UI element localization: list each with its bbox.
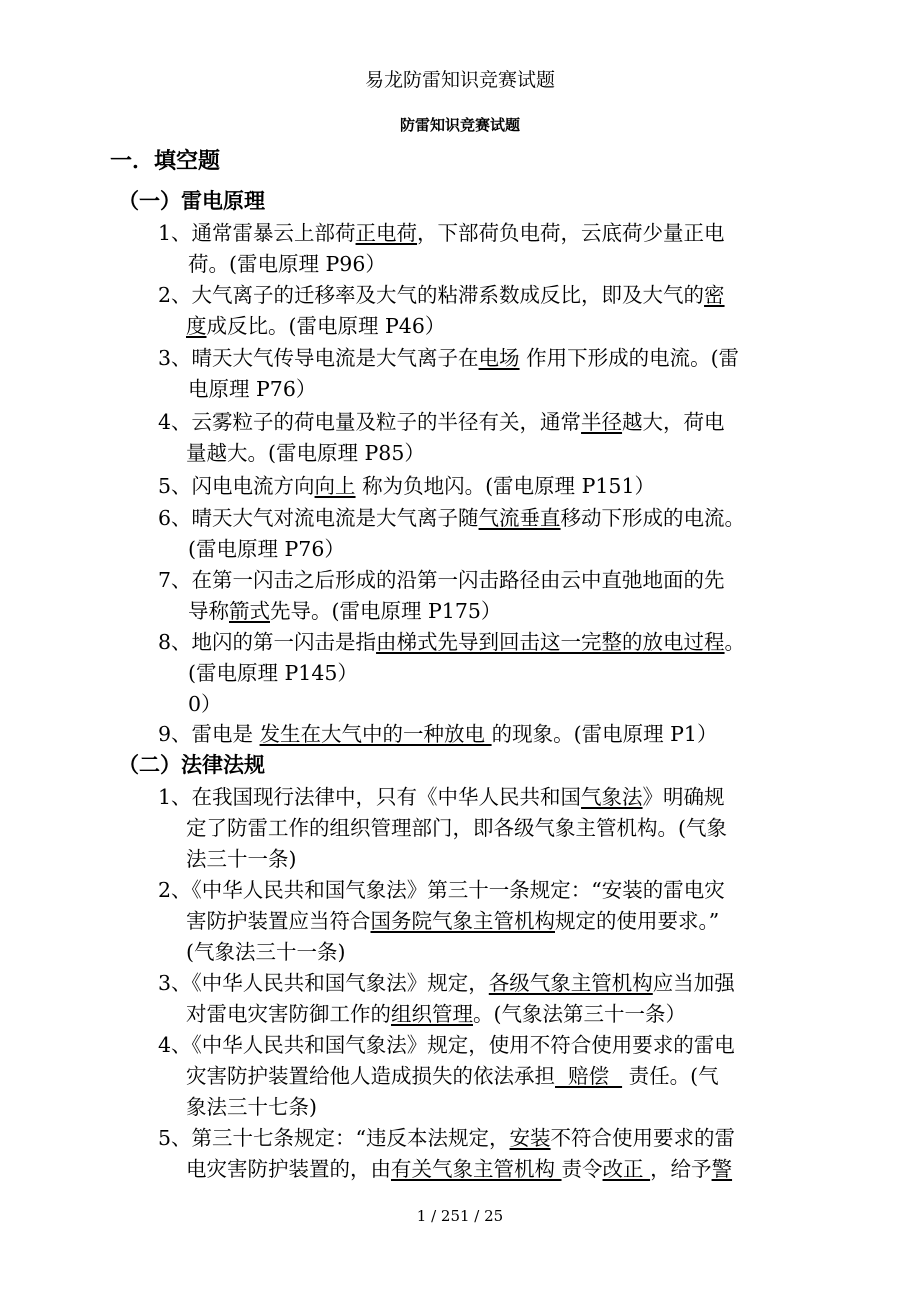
answer-blank: 组织管理	[391, 1002, 473, 1026]
page-number: 1 / 251 / 25	[416, 1207, 504, 1225]
answer-blank: 度	[186, 314, 207, 338]
list-item: 2、《中华人民共和国气象法》第三十一条规定：“安装的雷电灾 害防护装置应当符合国务院气象主管机构规定的使用要求。” (气象法三十一条)	[158, 878, 725, 964]
answer-blank: 半径	[581, 410, 623, 434]
answer-blank: 有关气象主管机构	[391, 1157, 562, 1181]
list-item: 1、通常雷暴云上部荷正电荷，下部荷负电荷，云底荷少量正电 荷。(雷电原理 P96）	[158, 221, 725, 276]
list-item: 5、第三十七条规定：“违反本法规定，安装不符合使用要求的雷 电灾害防护装置的，由有关气象主管机构 责令改正 ，给予警	[158, 1126, 736, 1181]
answer-blank: 安装	[509, 1126, 551, 1150]
list-item: 9、雷电是 发生在大气中的一种放电 的现象。(雷电原理 P1）	[158, 722, 718, 746]
answer-blank: 警	[711, 1157, 733, 1181]
document-title: 易龙防雷知识竞赛试题	[364, 69, 555, 91]
list-item: 4、云雾粒子的荷电量及粒子的半径有关，通常半径越大，荷电 量越大。(雷电原理 P85）	[158, 410, 725, 465]
part2-heading: （二）法律法规	[118, 752, 265, 777]
list-item: 3、《中华人民共和国气象法》规定，各级气象主管机构应当加强 对雷电灾害防御工作的组织管理。(气象法第三十一条）	[158, 971, 735, 1026]
section-heading: 一．填空题	[110, 148, 221, 174]
list-item: 3、晴天大气传导电流是大气离子在电场 作用下形成的电流。(雷 电原理 P76）	[158, 346, 740, 401]
list-item: 7、在第一闪击之后形成的沿第一闪击路径由云中直弛地面的先 导称箭式先导。(雷电原理 P175）	[158, 568, 725, 623]
answer-blank: 气流垂直	[478, 506, 561, 530]
part1-heading: （一）雷电原理	[118, 188, 265, 213]
list-item: 4、《中华人民共和国气象法》规定，使用不符合使用要求的雷电 灾害防护装置给他人造成损失的依法承担 赔偿 责任。(气 象法三十七条)	[158, 1033, 735, 1119]
answer-blank: 改正	[602, 1157, 651, 1181]
list-item: 1、在我国现行法律中，只有《中华人民共和国气象法》明确规 定了防雷工作的组织管理部门，即各级气象主管机构。(气象 法三十一条)	[158, 785, 727, 871]
answer-blank: 密	[704, 283, 725, 307]
answer-blank: 发生在大气中的一种放电	[259, 722, 492, 746]
list-item: 2、大气离子的迁移率及大气的粘滞系数成反比，即及大气的密 度成反比。(雷电原理 P46）	[158, 283, 725, 338]
answer-blank: 箭式	[229, 599, 270, 623]
answer-blank: 气象法	[581, 785, 643, 809]
list-item: 8、地闪的第一闪击是指由梯式先导到回击这一完整的放电过程。 (雷电原理 P145） 0）	[158, 630, 746, 716]
answer-blank: 由梯式先导到回击这一完整的放电过程	[376, 630, 725, 654]
answer-blank: 赔偿	[555, 1064, 623, 1088]
answer-blank: 国务院气象主管机构	[370, 909, 555, 933]
answer-blank: 正电荷	[355, 221, 418, 245]
answer-blank: 各级气象主管机构	[488, 971, 653, 995]
answer-blank: 电场	[478, 346, 520, 370]
document-subtitle: 防雷知识竞赛试题	[399, 116, 520, 134]
answer-blank: 向上	[314, 474, 356, 498]
list-item: 5、闪电电流方向向上 称为负地闪。(雷电原理 P151）	[158, 474, 655, 498]
list-item: 6、晴天大气对流电流是大气离子随气流垂直移动下形成的电流。 (雷电原理 P76）	[158, 506, 746, 561]
